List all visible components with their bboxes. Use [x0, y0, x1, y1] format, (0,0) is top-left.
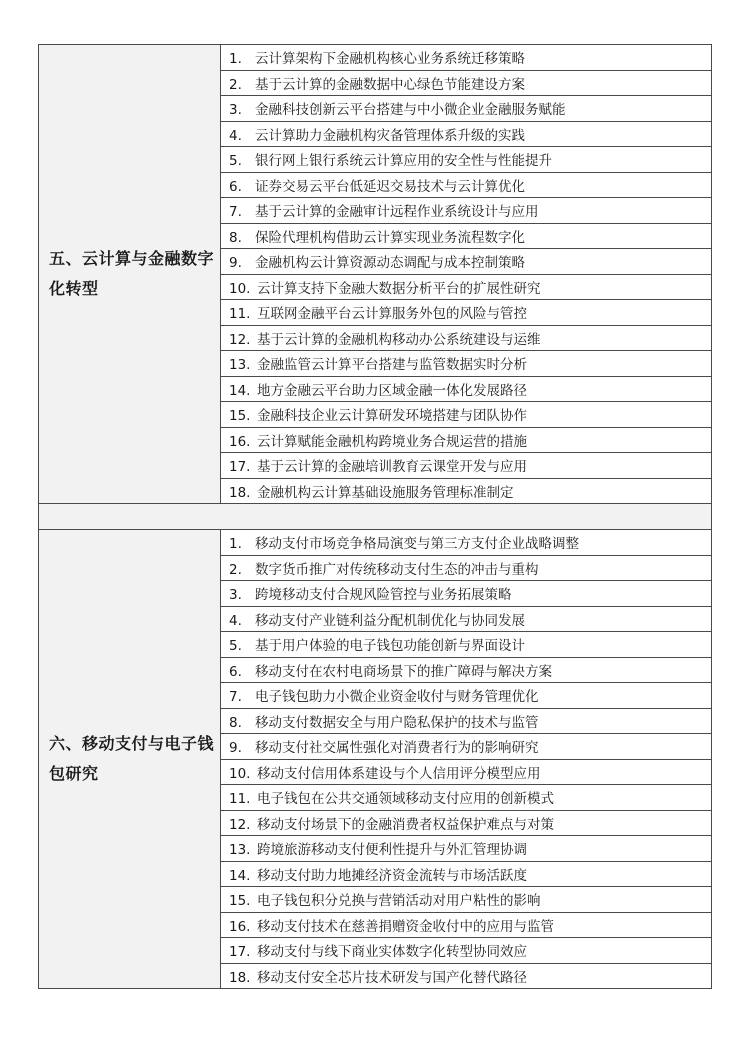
topic-number: 14. [229, 867, 251, 884]
topic-number: 12. [229, 331, 251, 348]
table-row [39, 530, 712, 556]
topic-text: 基于云计算的金融数据中心绿色节能建设方案 [255, 76, 525, 93]
topic-text: 金融科技创新云平台搭建与中小微企业金融服务赋能 [255, 102, 566, 119]
topic-item [221, 172, 712, 198]
topic-text: 电子钱包助力小微企业资金收付与财务管理优化 [255, 689, 539, 706]
topic-item [221, 376, 712, 402]
topic-text: 移动支付场景下的金融消费者权益保护难点与对策 [257, 816, 554, 833]
topic-item [221, 963, 712, 989]
topic-item [221, 683, 712, 709]
topic-text: 基于用户体验的电子钱包功能创新与界面设计 [255, 638, 525, 655]
topic-number: 8. [229, 229, 242, 246]
topic-number: 17. [229, 459, 251, 476]
topic-text: 电子钱包积分兑换与营销活动对用户粘性的影响 [257, 893, 541, 910]
topic-item [221, 70, 712, 96]
topic-text: 基于云计算的金融审计远程作业系统设计与应用 [255, 204, 539, 221]
topic-text: 移动支付信用体系建设与个人信用评分模型应用 [257, 765, 541, 782]
topic-number: 4. [229, 612, 242, 629]
topic-item [221, 530, 712, 556]
topic-text: 云计算助力金融机构灾备管理体系升级的实践 [255, 127, 525, 144]
topic-text: 银行网上银行系统云计算应用的安全性与性能提升 [255, 153, 552, 170]
topic-text: 电子钱包在公共交通领域移动支付应用的创新模式 [257, 791, 554, 808]
topic-item [221, 708, 712, 734]
topic-number: 13. [229, 842, 251, 859]
topic-number: 13. [229, 357, 251, 374]
topic-item [221, 887, 712, 913]
topic-item [221, 478, 712, 504]
topic-number: 14. [229, 382, 251, 399]
topic-item [221, 402, 712, 428]
topic-number: 15. [229, 893, 251, 910]
topic-text: 跨境移动支付合规风险管控与业务拓展策略 [255, 587, 512, 604]
topic-item [221, 555, 712, 581]
topic-text: 金融科技企业云计算研发环境搭建与团队协作 [257, 408, 527, 425]
topic-number: 15. [229, 408, 251, 425]
topic-item [221, 121, 712, 147]
topic-text: 移动支付技术在慈善捐赠资金收付中的应用与监管 [257, 918, 554, 935]
topic-number: 18. [229, 484, 251, 501]
topic-number: 3. [229, 102, 242, 119]
topic-text: 移动支付在农村电商场景下的推广障碍与解决方案 [255, 663, 552, 680]
topic-item [221, 325, 712, 351]
topic-item [221, 836, 712, 862]
topic-number: 11. [229, 306, 251, 323]
topic-item [221, 810, 712, 836]
topics-table [38, 44, 712, 989]
topic-number: 1. [229, 536, 242, 553]
topic-text: 跨境旅游移动支付便利性提升与外汇管理协调 [257, 842, 527, 859]
topic-text: 云计算架构下金融机构核心业务系统迁移策略 [255, 51, 525, 68]
topic-number: 10. [229, 280, 251, 297]
topic-item [221, 938, 712, 964]
topic-text: 金融机构云计算基础设施服务管理标准制定 [257, 484, 514, 501]
topic-item [221, 759, 712, 785]
topic-item [221, 427, 712, 453]
section-title: 五、云计算与金融数字化转型 [39, 45, 221, 504]
topic-text: 地方金融云平台助力区域金融一体化发展路径 [257, 382, 527, 399]
topic-item [221, 734, 712, 760]
topic-text: 移动支付与线下商业实体数字化转型协同效应 [257, 944, 527, 961]
topic-number: 3. [229, 587, 242, 604]
topic-text: 金融监管云计算平台搭建与监管数据实时分析 [257, 357, 527, 374]
topic-item [221, 96, 712, 122]
topic-number: 2. [229, 76, 242, 93]
topic-item [221, 606, 712, 632]
topic-text: 云计算支持下金融大数据分析平台的扩展性研究 [257, 280, 541, 297]
topic-text: 互联网金融平台云计算服务外包的风险与管控 [257, 306, 527, 323]
topic-number: 17. [229, 944, 251, 961]
section-title: 六、移动支付与电子钱包研究 [39, 530, 221, 989]
topic-number: 5. [229, 153, 242, 170]
topic-number: 9. [229, 255, 242, 272]
topic-text: 移动支付数据安全与用户隐私保护的技术与监管 [255, 714, 539, 731]
topic-text: 移动支付助力地摊经济资金流转与市场活跃度 [257, 867, 527, 884]
topic-item [221, 223, 712, 249]
topics-grid [38, 44, 712, 989]
topic-item [221, 300, 712, 326]
table-row [39, 45, 712, 71]
topic-item [221, 912, 712, 938]
topic-text: 基于云计算的金融培训教育云课堂开发与应用 [257, 459, 527, 476]
topic-text: 数字货币推广对传统移动支付生态的冲击与重构 [255, 561, 539, 578]
topic-number: 1. [229, 51, 242, 68]
topic-text: 基于云计算的金融机构移动办公系统建设与运维 [257, 331, 541, 348]
topic-number: 6. [229, 178, 242, 195]
topic-number: 6. [229, 663, 242, 680]
section-spacer [39, 504, 712, 530]
topic-number: 2. [229, 561, 242, 578]
topic-text: 移动支付安全芯片技术研发与国产化替代路径 [257, 969, 527, 986]
topic-text: 保险代理机构借助云计算实现业务流程数字化 [255, 229, 525, 246]
topic-text: 移动支付市场竞争格局演变与第三方支付企业战略调整 [255, 536, 579, 553]
topic-number: 10. [229, 765, 251, 782]
topic-number: 5. [229, 638, 242, 655]
topic-number: 16. [229, 433, 251, 450]
topic-item [221, 785, 712, 811]
topic-item [221, 147, 712, 173]
topic-text: 云计算赋能金融机构跨境业务合规运营的措施 [257, 433, 527, 450]
topic-number: 7. [229, 689, 242, 706]
topic-item [221, 351, 712, 377]
section-spacer-row [39, 504, 712, 530]
topic-text: 移动支付社交属性强化对消费者行为的影响研究 [255, 740, 539, 757]
topic-item [221, 45, 712, 71]
topic-number: 16. [229, 918, 251, 935]
topics-table-body [39, 45, 712, 989]
topic-item [221, 657, 712, 683]
topic-item [221, 581, 712, 607]
topic-text: 证券交易云平台低延迟交易技术与云计算优化 [255, 178, 525, 195]
topic-item [221, 861, 712, 887]
topic-item [221, 632, 712, 658]
topic-number: 11. [229, 791, 251, 808]
topic-number: 18. [229, 969, 251, 986]
topic-number: 4. [229, 127, 242, 144]
topic-text: 移动支付产业链利益分配机制优化与协同发展 [255, 612, 525, 629]
topic-item [221, 249, 712, 275]
topic-text: 金融机构云计算资源动态调配与成本控制策略 [255, 255, 525, 272]
topic-item [221, 274, 712, 300]
topic-item [221, 453, 712, 479]
topic-number: 9. [229, 740, 242, 757]
topic-number: 12. [229, 816, 251, 833]
topic-item [221, 198, 712, 224]
topic-number: 8. [229, 714, 242, 731]
topic-number: 7. [229, 204, 242, 221]
